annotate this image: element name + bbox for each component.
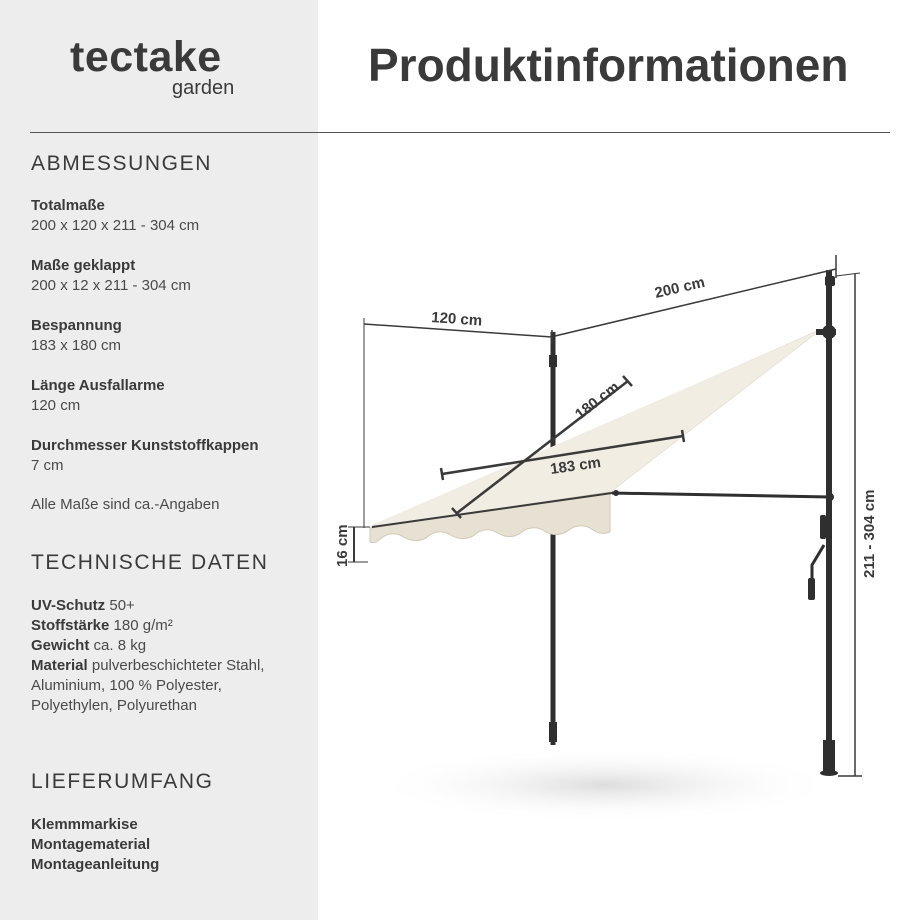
dimension-value: 120 cm <box>31 397 81 414</box>
tech-value: 180 g/m² <box>113 617 173 634</box>
support-arm <box>612 493 830 497</box>
scope-item: Montageanleitung <box>31 856 160 873</box>
scope-item: Klemmmarkise <box>31 816 138 833</box>
tech-value: 50+ <box>109 597 135 614</box>
tech-item <box>31 656 291 716</box>
tech-value: ca. 8 kg <box>93 637 147 654</box>
dimension-value: 183 x 180 cm <box>31 337 122 354</box>
page-title: Produktinformationen <box>368 39 849 91</box>
fabric-depth-label: 180 cm <box>571 378 623 424</box>
width-label: 200 cm <box>653 273 707 302</box>
technical-heading: TECHNISCHE DATEN <box>31 551 269 574</box>
tech-value: pulverbeschichteter Stahl, Aluminium, 100 % Polyester, Polyethylen, Polyurethan <box>31 657 265 714</box>
valance-label: 16 cm <box>334 524 351 567</box>
width-measure <box>555 255 860 336</box>
tech-item <box>31 616 291 636</box>
tech-label: Gewicht <box>31 637 90 654</box>
dimension-value: 200 x 12 x 211 - 304 cm <box>31 277 191 294</box>
tech-label: UV-Schutz <box>31 597 106 614</box>
brand-sub: garden <box>172 77 235 99</box>
dimension-value: 200 x 120 x 211 - 304 cm <box>31 217 200 234</box>
awning-diagram <box>318 133 920 920</box>
dimensions-note: Alle Maße sind ca.-Angaben <box>31 496 220 513</box>
brand-name: tectake <box>70 33 222 81</box>
right-pole <box>808 270 838 776</box>
dimension-value: 7 cm <box>31 457 64 474</box>
tech-label: Material <box>31 657 88 674</box>
dimension-label: Bespannung <box>31 317 122 334</box>
tech-item <box>31 596 291 616</box>
floor-shadow <box>370 747 840 823</box>
height-label: 211 - 304 cm <box>861 489 878 578</box>
height-measure <box>838 274 862 776</box>
scope-heading: LIEFERUMFANG <box>31 770 214 793</box>
depth-label: 120 cm <box>430 309 483 330</box>
scope-list <box>31 815 159 875</box>
fabric-width-label: 183 cm <box>549 454 602 478</box>
tech-label: Stoffstärke <box>31 617 110 634</box>
dimension-label: Maße geklappt <box>31 257 136 274</box>
dimension-label: Totalmaße <box>31 197 105 214</box>
scope-item: Montagematerial <box>31 836 151 853</box>
valance-measure <box>348 527 370 562</box>
dimensions-heading: ABMESSUNGEN <box>31 152 212 175</box>
dimension-label: Länge Ausfallarme <box>31 377 165 394</box>
technical-list <box>31 596 291 716</box>
tech-item <box>31 636 291 656</box>
dimension-label: Durchmesser Kunststoffkappen <box>31 437 259 454</box>
